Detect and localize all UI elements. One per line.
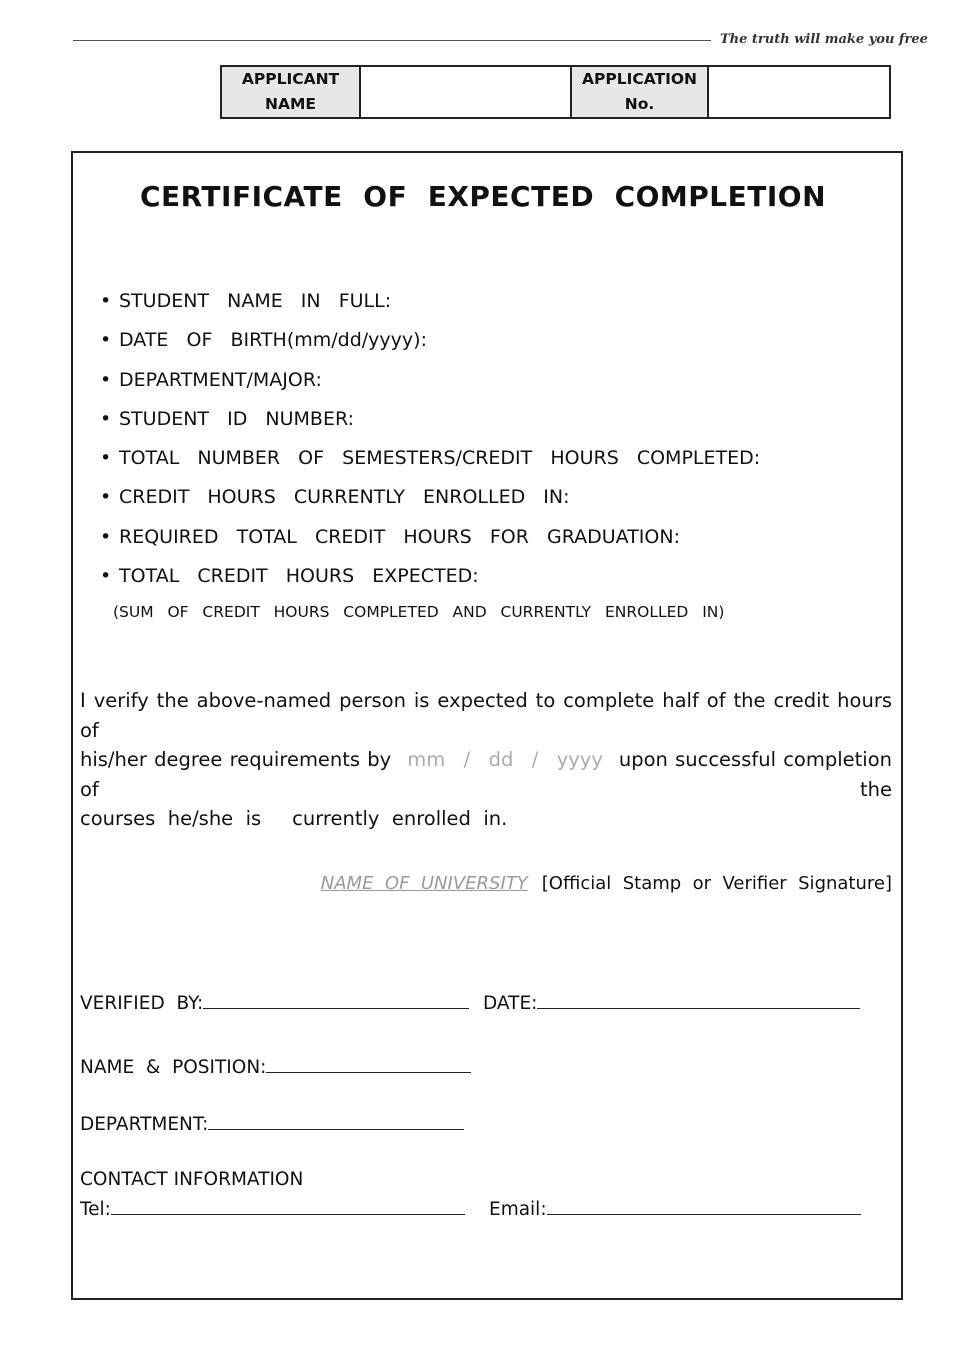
student-info-fields (100, 287, 760, 601)
verification-line-1: I verify the above-named person is expected to complete half of the credit hours of (80, 689, 892, 742)
field-total-credit-expected: • TOTAL CREDIT HOURS EXPECTED: (100, 562, 760, 601)
field-student-name: • STUDENT NAME IN FULL: (100, 287, 760, 326)
application-number-label: APPLICATION No. (571, 66, 708, 118)
verification-paragraph (80, 686, 892, 834)
field-student-id: • STUDENT ID NUMBER: (100, 405, 760, 444)
verified-by-field[interactable] (203, 990, 469, 1009)
verified-by-label: VERIFIED BY: (80, 993, 204, 1014)
bullet-icon: • (100, 407, 112, 430)
field-required-credit-hours: • REQUIRED TOTAL CREDIT HOURS FOR GRADUATION: (100, 523, 760, 562)
applicant-name-field[interactable] (360, 66, 571, 118)
application-number-field[interactable] (708, 66, 890, 118)
name-position-row (80, 1054, 471, 1080)
bullet-icon: • (100, 368, 112, 391)
applicant-name-label: APPLICANT NAME (221, 66, 360, 118)
date-label: DATE: (483, 993, 538, 1014)
field-department-major: • DEPARTMENT/MAJOR: (100, 366, 760, 405)
verified-by-row (80, 990, 469, 1016)
tel-field[interactable] (111, 1196, 465, 1215)
date-field[interactable] (537, 990, 860, 1009)
email-field[interactable] (547, 1196, 861, 1215)
bullet-icon: • (100, 447, 112, 470)
field-credit-hours-enrolled: • CREDIT HOURS CURRENTLY ENROLLED IN: (100, 483, 760, 522)
bullet-icon: • (100, 486, 112, 509)
contact-information-heading: CONTACT INFORMATION (80, 1169, 304, 1190)
name-position-field[interactable] (266, 1054, 471, 1073)
bullet-icon: • (100, 565, 112, 588)
credit-hours-note: (SUM OF CREDIT HOURS COMPLETED AND CURRENTLY ENROLLED IN) (113, 603, 725, 621)
application-info-table (220, 65, 891, 119)
tel-row (80, 1196, 465, 1222)
bullet-icon: • (100, 525, 112, 548)
bullet-icon: • (100, 290, 112, 312)
verification-line-3: courses he/she is currently enrolled in. (80, 807, 508, 830)
verification-line-2: his/her degree requirements by mm / dd / yyyy upon successful completion of the (80, 748, 892, 801)
email-row (489, 1196, 861, 1222)
department-label: DEPARTMENT: (80, 1114, 209, 1135)
stamp-row (321, 873, 892, 894)
bullet-icon: • (100, 329, 112, 352)
field-semesters-completed: • TOTAL NUMBER OF SEMESTERS/CREDIT HOURS COMPLETED: (100, 444, 760, 483)
tel-label: Tel: (80, 1199, 111, 1220)
university-name-placeholder[interactable]: NAME OF UNIVERSITY (320, 873, 528, 894)
official-stamp-label: [Official Stamp or Verifier Signature] (541, 873, 892, 894)
department-field[interactable] (208, 1111, 464, 1130)
department-row (80, 1111, 464, 1137)
email-label: Email: (489, 1199, 547, 1220)
certificate-title: CERTIFICATE OF EXPECTED COMPLETION (139, 180, 827, 213)
field-date-of-birth: • DATE OF BIRTH(mm/dd/yyyy): (100, 326, 760, 365)
name-position-label: NAME & POSITION: (80, 1057, 267, 1078)
date-row (483, 990, 860, 1016)
header-rule (73, 40, 711, 41)
completion-date-placeholder[interactable]: mm / dd / yyyy (407, 748, 603, 771)
university-motto: The truth will make you free (720, 32, 928, 47)
